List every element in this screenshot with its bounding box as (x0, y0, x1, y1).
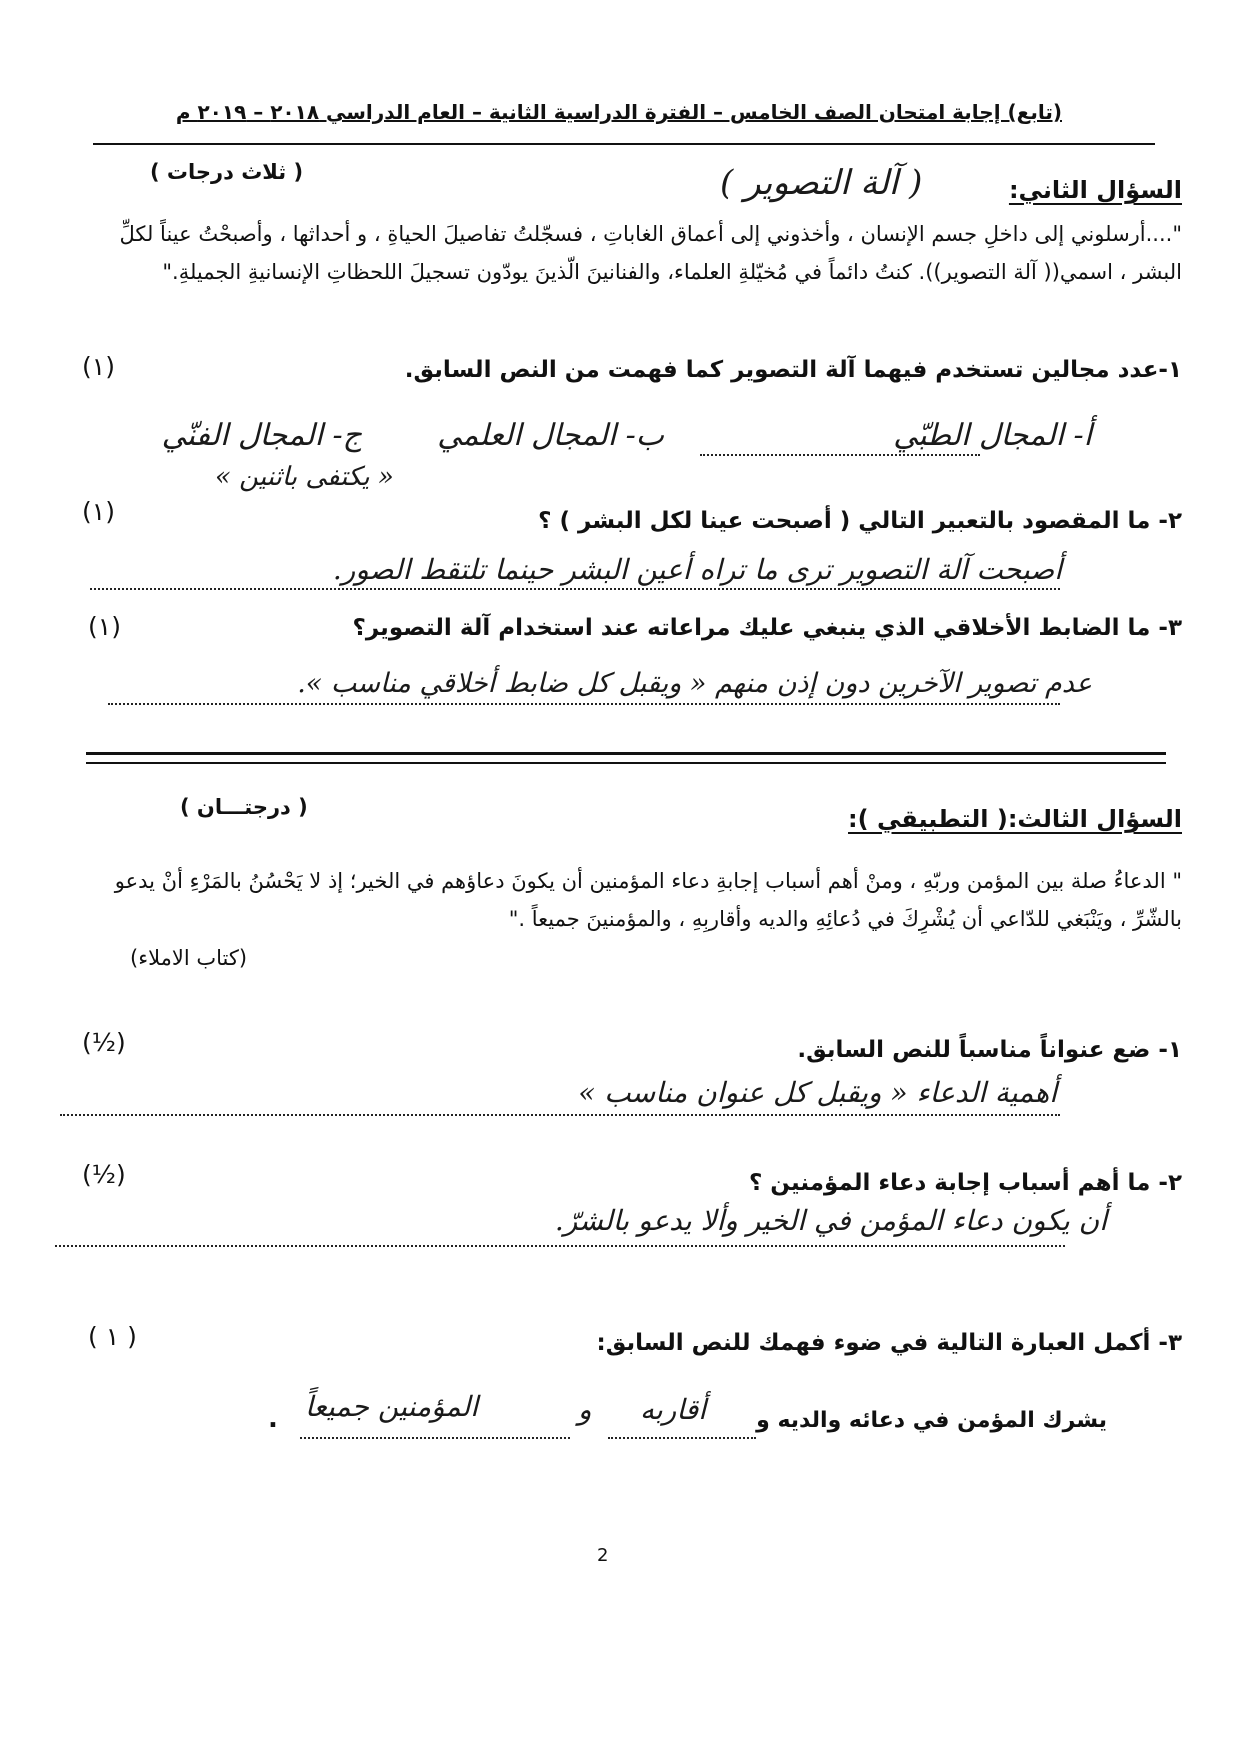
s2-q1-answer-b: ب- المجال العلمي (437, 418, 664, 453)
s2-q3-text: ٣- ما الضابط الأخلاقي الذي ينبغي عليك مراعاته عند استخدام آلة التصوير؟ (352, 615, 1182, 641)
s2-q3-mark: (١) (88, 612, 121, 641)
header-rule (93, 143, 1155, 145)
section2-marks: ( ثلاث درجات ) (150, 160, 304, 184)
s3-q1-text: ١- ضع عنواناً مناسباً للنص السابق. (797, 1037, 1182, 1063)
section2-passage: "....أرسلوني إلى داخلِ جسم الإنسان ، وأخذوني إلى أعماق الغاباتِ ، فسجّلتُ تفاصيلَ الحياةِ ، و أحداثها ، وأصبحْتُ عيناً لكلِّ البشر ، اسمي(( آلة التصوير)). كنتُ دائماً في مُخيّلةِ العلماء، والفنانينَ الّذينَ يودّون تسجيلَ اللحظاتِ الإنسانيةِ الجميلةِ." (119, 222, 1182, 284)
page-number: 2 (597, 1545, 609, 1566)
s2-q2-answer-line (90, 588, 1060, 590)
s3-q2-text: ٢- ما أهم أسباب إجابة دعاء المؤمنين ؟ (748, 1170, 1182, 1196)
section-divider (86, 752, 1166, 755)
section3-marks: ( درجتـــان ) (180, 795, 308, 819)
section2-handwritten-title: ( آلة التصوير ) (720, 163, 923, 203)
s3-q2-mark: (½) (82, 1160, 126, 1189)
s3-q3-mark: ( ١ ) (88, 1322, 137, 1351)
s2-q1-text: ١-عدد مجالين تستخدم فيهما آلة التصوير كما فهمت من النص السابق. (404, 357, 1182, 383)
s3-q1-mark: (½) (82, 1028, 126, 1057)
s3-q1-answer: أهمية الدعاء « ويقبل كل عنوان مناسب » (578, 1076, 1057, 1109)
s2-q2-text: ٢- ما المقصود بالتعبير التالي ( أصبحت عينا لكل البشر ) ؟ (538, 508, 1182, 534)
s3-q3-fill2-line (300, 1437, 570, 1439)
s2-q3-answer: عدم تصوير الآخرين دون إذن منهم « ويقبل كل ضابط أخلاقي مناسب ». (297, 668, 1092, 699)
s2-q1-answer-c: ج- المجال الفنّي (161, 418, 362, 453)
s3-q3-fill2: المؤمنين جميعاً (305, 1390, 479, 1423)
section2-label: السؤال الثاني: (1008, 176, 1182, 204)
s3-q3-text: ٣- أكمل العبارة التالية في ضوء فهمك للنص السابق: (596, 1330, 1182, 1356)
s3-q3-connector: و (578, 1393, 592, 1426)
section-divider-2 (86, 762, 1166, 764)
section3-passage: " الدعاءُ صلة بين المؤمن وربّهِ ، ومنْ أهم أسباب إجابةِ دعاء المؤمنين أن يكونَ دعاؤهم في الخير؛ إذ لا يَحْسُنُ بالمَرْءِ أنْ يدعو بالشّرِّ ، ويَنْبَغي للدّاعي أن يُشْرِكَ في دُعائِهِ والديه وأقاربِهِ ، والمؤمنينَ جميعاً ." (114, 869, 1182, 931)
s3-q3-end: . (268, 1404, 278, 1434)
s3-q3-fill1: أقاربه (640, 1393, 707, 1426)
s2-q3-answer-line (108, 703, 1060, 705)
s3-q2-answer-line (55, 1245, 1065, 1247)
s3-q1-answer-line (60, 1114, 1060, 1116)
s2-q2-mark: (١) (82, 497, 115, 526)
s2-q1-answer-a: أ- المجال الطبّي (893, 418, 1092, 453)
s2-q1-answer-line (700, 454, 980, 456)
section3-label: السؤال الثالث:( التطبيقي ): (848, 805, 1182, 833)
s3-q3-fill1-line (608, 1437, 756, 1439)
s2-q2-answer: أصبحت آلة التصوير ترى ما تراه أعين البشر حينما تلتقط الصور. (332, 553, 1062, 586)
s3-q3-completion-prefix: يشرك المؤمن في دعائه والديه و (756, 1408, 1107, 1433)
s2-q1-mark: (١) (82, 352, 115, 381)
s3-q2-answer: أن يكون دعاء المؤمن في الخير وألا يدعو بالشرّ. (554, 1204, 1107, 1237)
section3-source: (كتاب الاملاء) (130, 946, 248, 970)
s2-q1-note: « يكتفى باثنين » (215, 462, 394, 492)
exam-header: (تابع) إجابة امتحان الصف الخامس – الفترة الدراسية الثانية – العام الدراسي ٢٠١٨ – ٢٠١٩ م (175, 100, 1062, 124)
